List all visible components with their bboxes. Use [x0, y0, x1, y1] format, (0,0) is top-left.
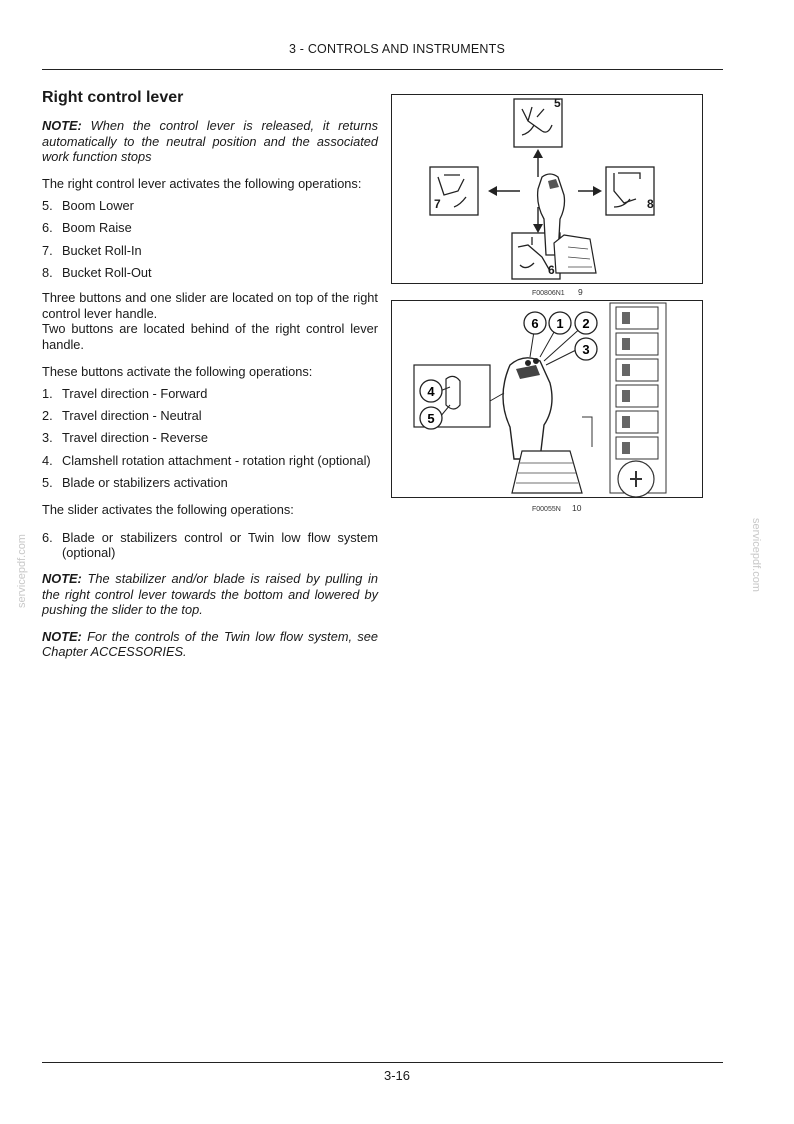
intro-operations: The right control lever activates the following operations: — [42, 175, 362, 191]
list-number: 3. — [42, 430, 53, 446]
lever-movement-illustration — [392, 95, 702, 283]
button-operations-list — [42, 386, 378, 490]
button-operation-item — [42, 475, 378, 491]
button-operation-item — [42, 408, 378, 424]
watermark-left: servicepdf.com — [16, 534, 28, 608]
footer-rule — [42, 1062, 723, 1063]
operation-item — [42, 220, 378, 236]
lever-buttons-illustration — [392, 301, 702, 497]
list-number: 2. — [42, 408, 53, 424]
figure-lever-movements — [391, 94, 703, 284]
list-text: Boom Lower — [62, 198, 134, 214]
list-number: 8. — [42, 264, 53, 280]
figure-lever-buttons — [391, 300, 703, 498]
list-number: 6. — [42, 220, 53, 236]
list-text: Travel direction - Reverse — [62, 430, 209, 446]
list-text: Boom Raise — [62, 220, 132, 236]
intro-slider: The slider activates the following operations: — [42, 502, 294, 518]
list-number: 1. — [42, 386, 53, 402]
note-returns-neutral — [42, 118, 378, 165]
page-number: 3-16 — [383, 1068, 411, 1083]
note-text: When the control lever is released, it returns automatically to the neutral position and the associated work function stops — [42, 118, 378, 165]
figure-9-code: F00806N1 — [532, 290, 565, 297]
watermark-right: servicepdf.com — [750, 518, 762, 592]
list-text: Travel direction - Neutral — [62, 408, 202, 424]
operation-item — [42, 198, 378, 214]
buttons-paragraph-1: Three buttons and one slider are located on top of the right control lever handle. — [42, 290, 378, 321]
callout-5: 5 — [427, 411, 435, 426]
list-number: 4. — [42, 452, 53, 468]
page-header: 3 - CONTROLS AND INSTRUMENTS — [288, 42, 506, 56]
callout-7: 7 — [434, 197, 441, 211]
operation-item — [42, 243, 378, 259]
buttons-paragraph-2: Two buttons are located behind of the right control lever handle. — [42, 321, 378, 353]
note-label: NOTE: — [42, 570, 82, 586]
note-text: The stabilizer and/or blade is raised by pulling in the right control lever towards the bottom and lowered by pushing the slider to the top. — [42, 570, 378, 618]
callout-8: 8 — [647, 197, 654, 211]
text-column — [42, 88, 378, 671]
list-number: 5. — [42, 474, 53, 490]
callout-1: 1 — [556, 316, 564, 331]
callout-6: 6 — [548, 263, 555, 277]
button-operation-item — [42, 430, 378, 446]
slider-operation-item — [42, 530, 378, 561]
list-text: Blade or stabilizers activation — [62, 474, 228, 490]
list-text: Bucket Roll-In — [62, 242, 142, 258]
figure-10-code: F00055N — [532, 506, 561, 513]
note-stabilizer — [42, 571, 378, 618]
button-operation-item — [42, 453, 378, 469]
note-label: NOTE: — [42, 628, 82, 644]
button-operation-item — [42, 386, 378, 402]
operation-item — [42, 265, 378, 281]
list-text: Bucket Roll-Out — [62, 264, 152, 280]
note-label: NOTE: — [42, 118, 82, 133]
operations-list — [42, 198, 378, 280]
callout-3: 3 — [582, 342, 590, 357]
note-twin-low-flow — [42, 629, 378, 660]
section-heading: Right control lever — [42, 89, 184, 106]
intro-buttons: These buttons activate the following operations: — [42, 363, 313, 379]
callout-4: 4 — [427, 384, 435, 399]
slider-operations-list — [42, 530, 378, 561]
list-text: Clamshell rotation attachment - rotation right (optional) — [62, 452, 371, 468]
note-text: For the controls of the Twin low flow system, see Chapter ACCESSORIES. — [42, 628, 378, 660]
callout-2: 2 — [582, 316, 590, 331]
list-text: Blade or stabilizers control or Twin low flow system (optional) — [62, 529, 378, 561]
list-number: 7. — [42, 242, 53, 258]
callout-6: 6 — [531, 316, 539, 331]
header-rule — [42, 69, 723, 70]
list-number: 6. — [42, 529, 53, 545]
figure-9-number: 9 — [578, 287, 583, 297]
callout-5: 5 — [554, 96, 561, 110]
figure-10-number: 10 — [572, 503, 582, 513]
list-text: Travel direction - Forward — [62, 386, 208, 402]
list-number: 5. — [42, 198, 53, 214]
